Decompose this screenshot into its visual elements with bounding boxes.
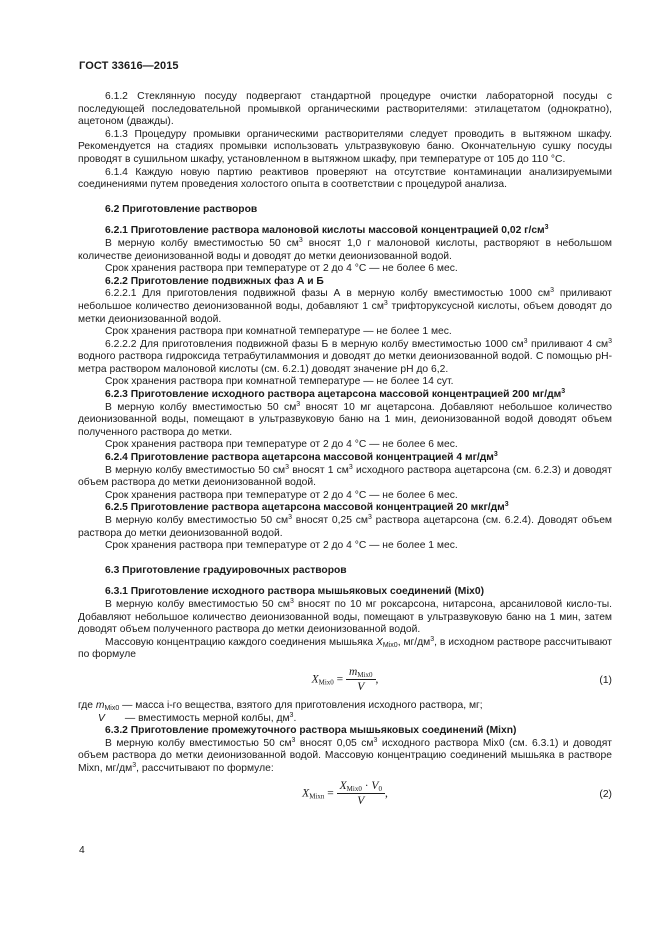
- paragraph-6-1-2: 6.1.2 Стеклянную посуду подвергают стандартной процедуре очистки лабораторной посуды с последующей последовательной промывкой органическими растворителями: этилацетатом (однократно), ацетоном (дважды).: [78, 91, 612, 128]
- formula-1-legend-v: V — вместимость мерной колбы, $дм^3$.: [98, 711, 297, 724]
- paragraph-6-2-3-a: В мерную колбу вместимостью 50 $см^3$ вносят 10 мг ацетарсона. Добавляют небольшое количество деионизованной воды, помещают в ультразвуковую баню на 1 мин, деионизованной водой доводят объем полученного раствора до метки.: [78, 400, 612, 438]
- paragraph-6-2-1-b: Срок хранения раствора при температуре от 2 до 4 °C — не более 6 мес.: [105, 263, 458, 275]
- formula-1-fraction: $\frac{m_{Mix0}}{V}$: [346, 666, 375, 694]
- formula-2-number: (2): [599, 788, 612, 800]
- formula-2-expression: $X_{Mixn}$ = $\frac{X_{Mix0} \cdot V_0}{V}$ ,: [302, 779, 388, 807]
- formula-1-number: (1): [599, 674, 612, 686]
- subsection-heading-6-2-2: 6.2.2 Приготовление подвижных фаз А и Б: [105, 275, 324, 287]
- paragraph-6-1-4: 6.1.4 Каждую новую партию реактивов проверяют на отсутствие контаминации анализируемыми соединениями путем проведения холостого опыта в соответствии с процедурой анализа.: [78, 166, 612, 191]
- formula-2: [78, 780, 612, 810]
- paragraph-6-2-4-b: Срок хранения раствора при температуре от 2 до 4 °C — не более 6 мес.: [105, 489, 458, 501]
- paragraph-6-2-2-1: 6.2.2.1 Для приготовления подвижной фазы А в мерную колбу вместимостью 1000 $см^3$ приливают небольшое количество деионизованной воды, добавляют 1 $см^3$ трифторуксусной кислоты, объем доводят до метки деионизованной водой.: [78, 287, 612, 325]
- paragraph-6-2-5-b: Срок хранения раствора при температуре от 2 до 4 °C — не более 1 мес.: [105, 540, 458, 552]
- subsection-heading-6-2-1: 6.2.1 Приготовление раствора малоновой кислоты массовой концентрацией 0,02 $г/см^3$: [105, 224, 549, 237]
- paragraph-6-2-4-a: В мерную колбу вместимостью 50 $см^3$ вносят 1 $см^3$ исходного раствора ацетарсона (см. 6.2.3) и доводят объем раствора до метки деионизованной водой.: [78, 463, 612, 489]
- paragraph-6-2-1-a: В мерную колбу вместимостью 50 $см^3$ вносят 1,0 г малоновой кислоты, растворяют в небольшом количестве деионизованной воды и доводят до метки деионизованной водой.: [78, 236, 612, 262]
- paragraph-6-2-2-2: 6.2.2.2 Для приготовления подвижной фазы Б в мерную колбу вместимостью 1000 $см^3$ приливают 4 $см^3$ водного раствора гидроксида тетрабутиламмония и доводят до метки деионизованной водой. С помощью pH-метра раствором малоновой кислоты (см. 6.2.1) доводят значение pH до 6,2.: [78, 337, 612, 375]
- standard-header: ГОСТ 33616—2015: [79, 60, 179, 72]
- section-heading-6-2: 6.2 Приготовление растворов: [105, 203, 258, 215]
- paragraph-6-2-5-a: В мерную колбу вместимостью 50 $см^3$ вносят 0,25 $см^3$ раствора ацетарсона (см. 6.2.4). Доводят объем раствора до метки деионизованной водой.: [78, 514, 612, 539]
- subsection-heading-6-2-4: 6.2.4 Приготовление раствора ацетарсона массовой концентрацией 4 $мг/дм^3$: [105, 451, 498, 464]
- subsection-heading-6-3-2: 6.3.2 Приготовление промежуточного раствора мышьяковых соединений (Mixn): [105, 725, 517, 737]
- paragraph-6-3-2-a: В мерную колбу вместимостью 50 $см^3$ вносят 0,05 $см^3$ исходного раствора Mix0 (см. 6.3.1) и доводят объем раствора до метки деионизованной водой. Массовую концентрацию соединений мышьяка в растворе Mixn, $мг/дм^3$, рассчитывают по формуле:: [78, 736, 612, 774]
- formula-1-legend-m: где $m_{Mix0}$ — масса i-го вещества, взятого для приготовления исходного раствора, мг;: [78, 699, 483, 712]
- formula-1: [78, 666, 612, 696]
- paragraph-6-2-3-b: Срок хранения раствора при температуре от 2 до 4 °C — не более 6 мес.: [105, 439, 458, 451]
- paragraph-6-2-2-1-b: Срок хранения раствора при комнатной температуре — не более 1 мес.: [105, 326, 452, 338]
- subsection-heading-6-3-1: 6.3.1 Приготовление исходного раствора мышьяковых соединений (Mix0): [105, 586, 485, 598]
- formula-2-fraction: $\frac{X_{Mix0} \cdot V_0}{V}$: [337, 780, 385, 808]
- paragraph-6-1-3: 6.1.3 Процедуру промывки органическими растворителями следует проводить в вытяжном шкафу. Рекомендуется на стадиях промывки использовать ультразвуковую баню. Окончательную сушку посуды проводят в сушильном шкафу, установленном в вытяжном шкафу, при температуре от 105 до 110 °C.: [78, 128, 612, 165]
- paragraph-6-3-1-a: В мерную колбу вместимостью 50 $см^3$ вносят по 10 мг роксарсона, нитарсона, арсаниловой кисло-ты. Добавляют небольшое количество деионизованной воды, помещают в ультразвуковую баню на 1 мин, затем доводят объем полученного раствора до метки деионизованной водой.: [78, 597, 612, 636]
- formula-1-expression: $X_{Mix0}$ = $\frac{m_{Mix0}}{V}$ ,: [311, 665, 379, 693]
- paragraph-6-3-1-b: Массовую концентрацию каждого соединения мышьяка $X_{Mix0}$, $мг/дм^3$, в исходном растворе рассчитывают по формуле: [78, 635, 612, 661]
- subsection-heading-6-2-5: 6.2.5 Приготовление раствора ацетарсона массовой концентрацией 20 мкг/$дм^3$: [105, 501, 509, 514]
- page-content: [78, 91, 612, 814]
- paragraph-6-2-2-2-b: Срок хранения раствора при комнатной температуре — не более 14 сут.: [105, 376, 454, 388]
- page-number: 4: [79, 845, 85, 856]
- section-heading-6-3: 6.3 Приготовление градуировочных растворов: [105, 564, 347, 576]
- subsection-heading-6-2-3: 6.2.3 Приготовление исходного раствора ацетарсона массовой концентрацией 200 $мг/дм^3$: [105, 388, 566, 401]
